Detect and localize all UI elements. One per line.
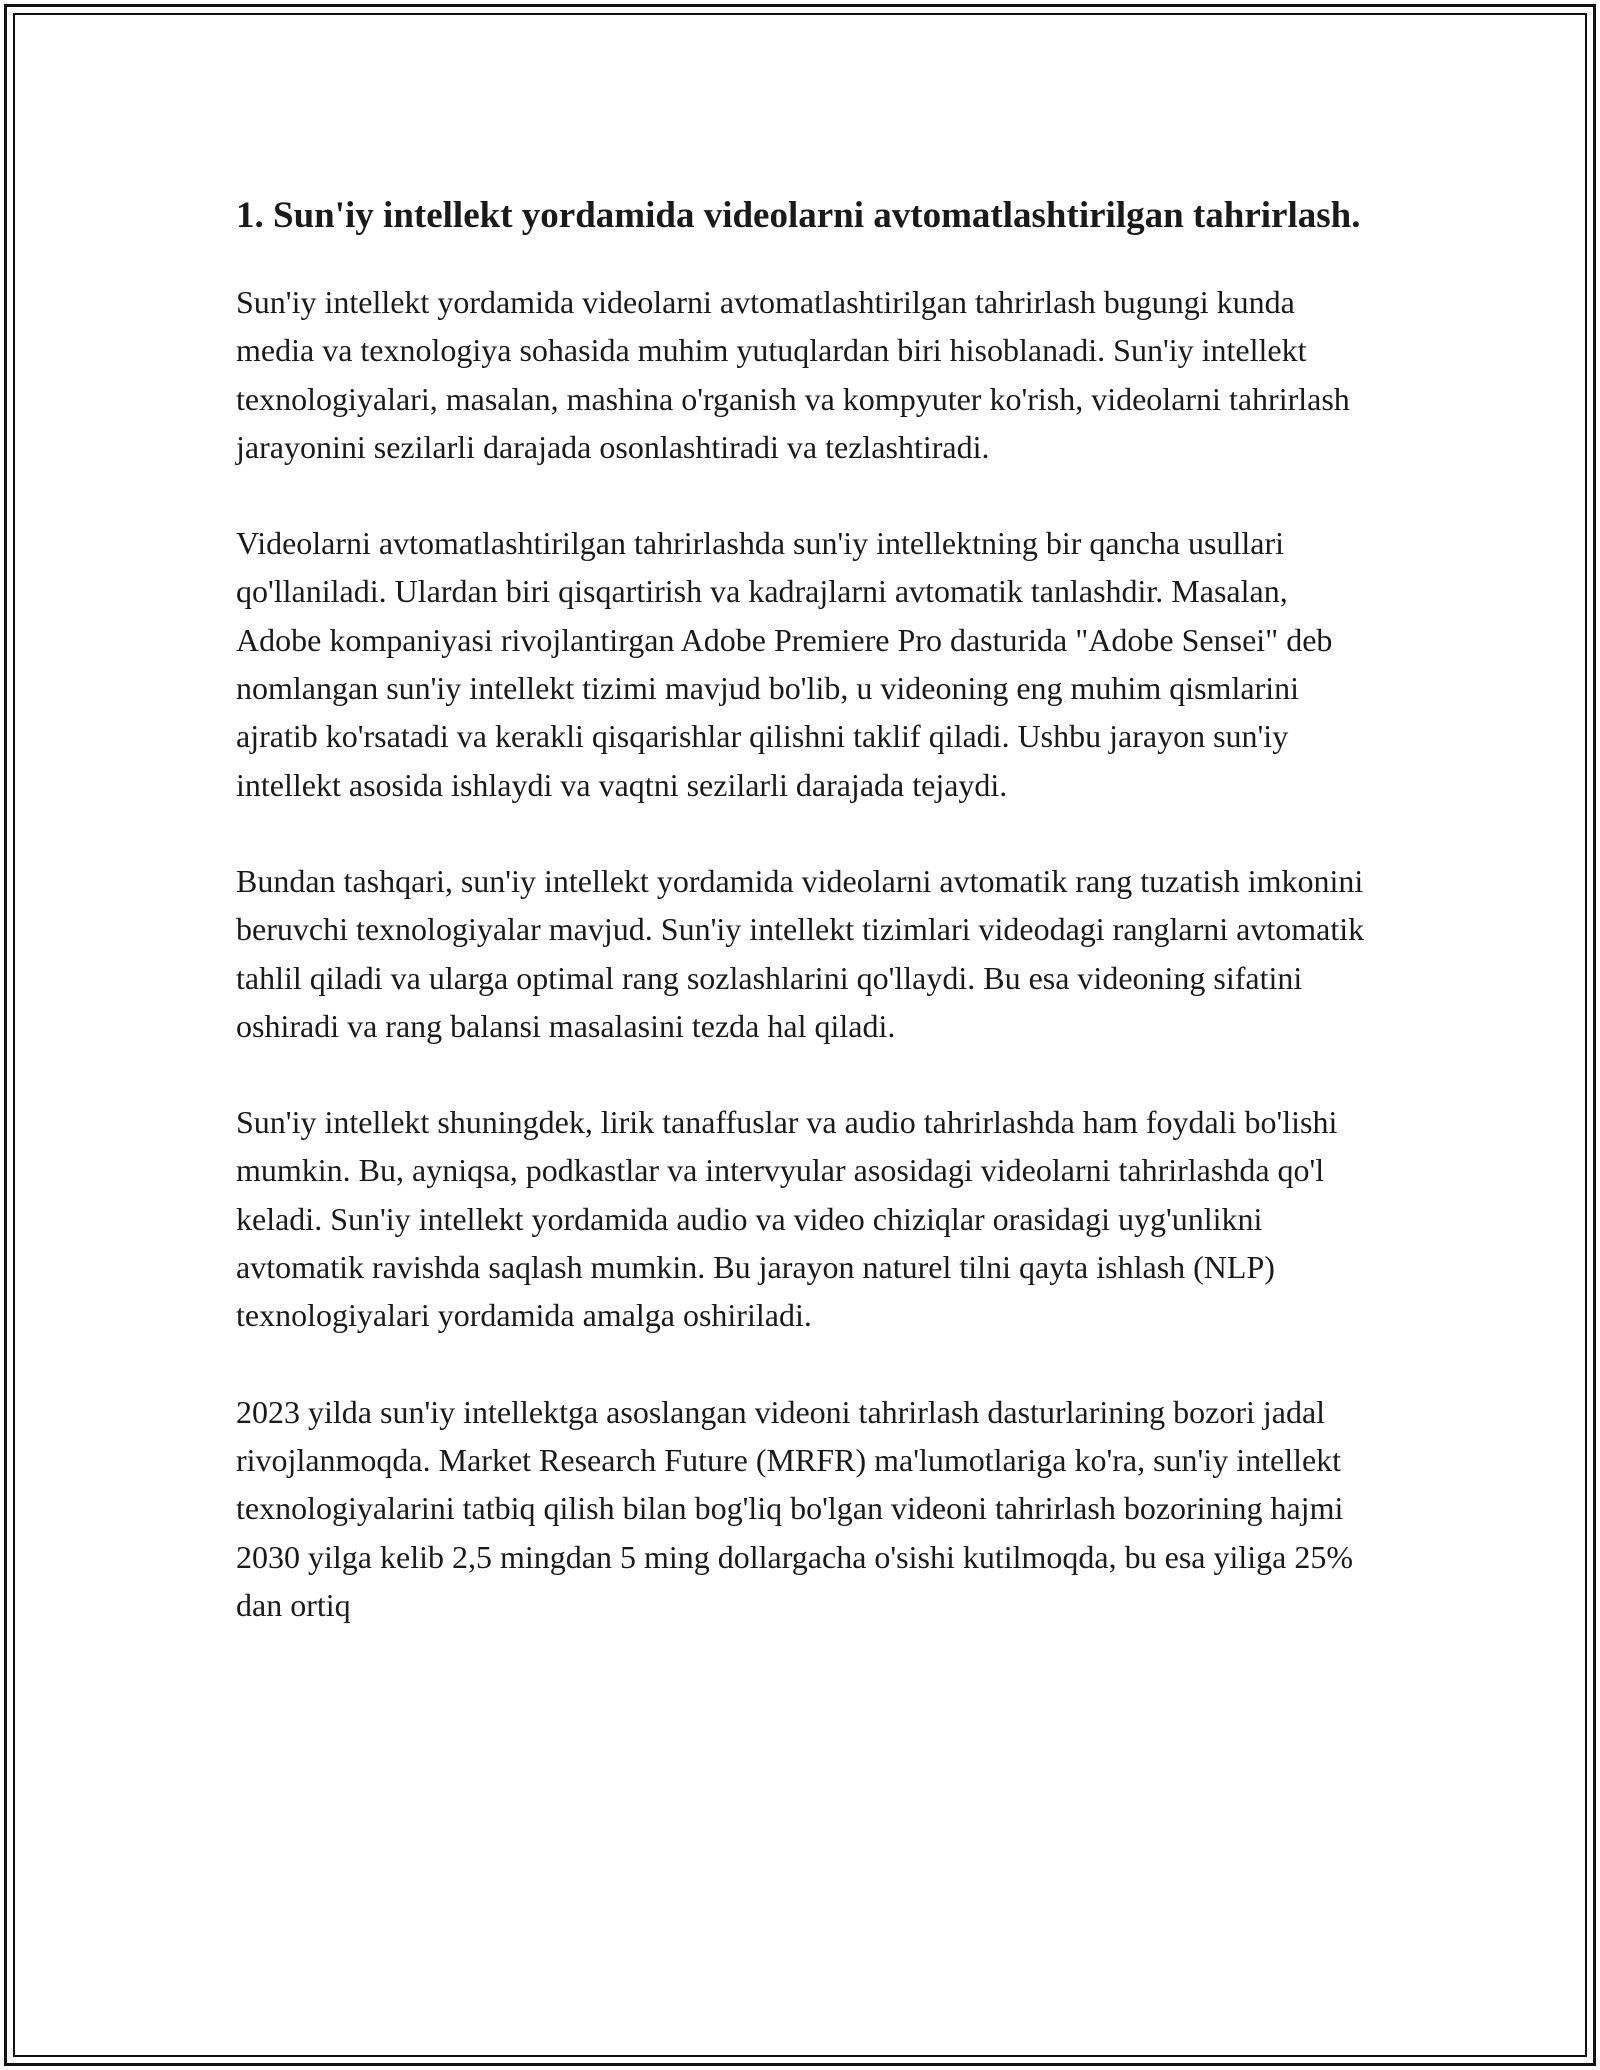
document-body	[236, 188, 1366, 1677]
paragraph-market: 2023 yilda sun'iy intellektga asoslangan videoni tahrirlash dasturlarining bozori jadal rivojlanmoqda. Market Research Future (MRFR) ma'lumotlariga ko'ra, sun'iy intellekt texnologiyalarini tatbiq qilish bilan bog'liq bo'lgan videoni tahrirlash bozorining hajmi 2030 yilga kelib 2,5 mingdan 5 ming dollargacha o'sishi kutilmoqda, bu esa yiliga 25% dan ortiq	[236, 1393, 1354, 1623]
paragraph-audio: Sun'iy intellekt shuningdek, lirik tanaffuslar va audio tahrirlashda ham foydali bo'lishi mumkin. Bu, ayniqsa, podkastlar va intervyular asosidagi videolarni tahrirlashda qo'l keladi. Sun'iy intellekt yordamida audio va video chiziqlar orasidagi uyg'unlikni avtomatik ravishda saqlash mumkin. Bu jarayon naturel tilni qayta ishlash (NLP) texnologiyalari yordamida amalga oshiriladi.	[236, 1104, 1338, 1334]
paragraph-methods: Videolarni avtomatlashtirilgan tahrirlashda sun'iy intellektning bir qancha usullari qo'llaniladi. Ulardan biri qisqartirish va kadrajlarni avtomatik tanlashdir. Masalan, Adobe kompaniyasi rivojlantirgan Adobe Premiere Pro dasturida "Adobe Sensei" deb nomlangan sun'iy intellekt tizimi mavjud bo'lib, u videoning eng muhim qismlarini ajratib ko'rsatadi va kerakli qisqarishlar qilishni taklif qiladi. Ushbu jarayon sun'iy intellekt asosida ishlaydi va vaqtni sezilarli darajada tejaydi.	[236, 525, 1333, 803]
paragraph-intro: Sun'iy intellekt yordamida videolarni avtomatlashtirilgan tahrirlash bugungi kunda media va texnologiya sohasida muhim yutuqlardan biri hisoblanadi. Sun'iy intellekt texnologiyalari, masalan, mashina o'rganish va kompyuter ko'rish, videolarni tahrirlash jarayonini sezilarli darajada osonlashtiradi va tezlashtiradi.	[236, 284, 1350, 465]
paragraph-color-correction: Bundan tashqari, sun'iy intellekt yordamida videolarni avtomatik rang tuzatish imkonini beruvchi texnologiyalar mavjud. Sun'iy intellekt tizimlari videodagi ranglarni avtomatik tahlil qiladi va ularga optimal rang sozlashlarini qo'llaydi. Bu esa videoning sifatini oshiradi va rang balansi masalasini tezda hal qiladi.	[236, 862, 1365, 1044]
section-heading: 1. Sun'iy intellekt yordamida videolarni avtomatlashtirilgan tahrirlash.	[236, 195, 1361, 236]
